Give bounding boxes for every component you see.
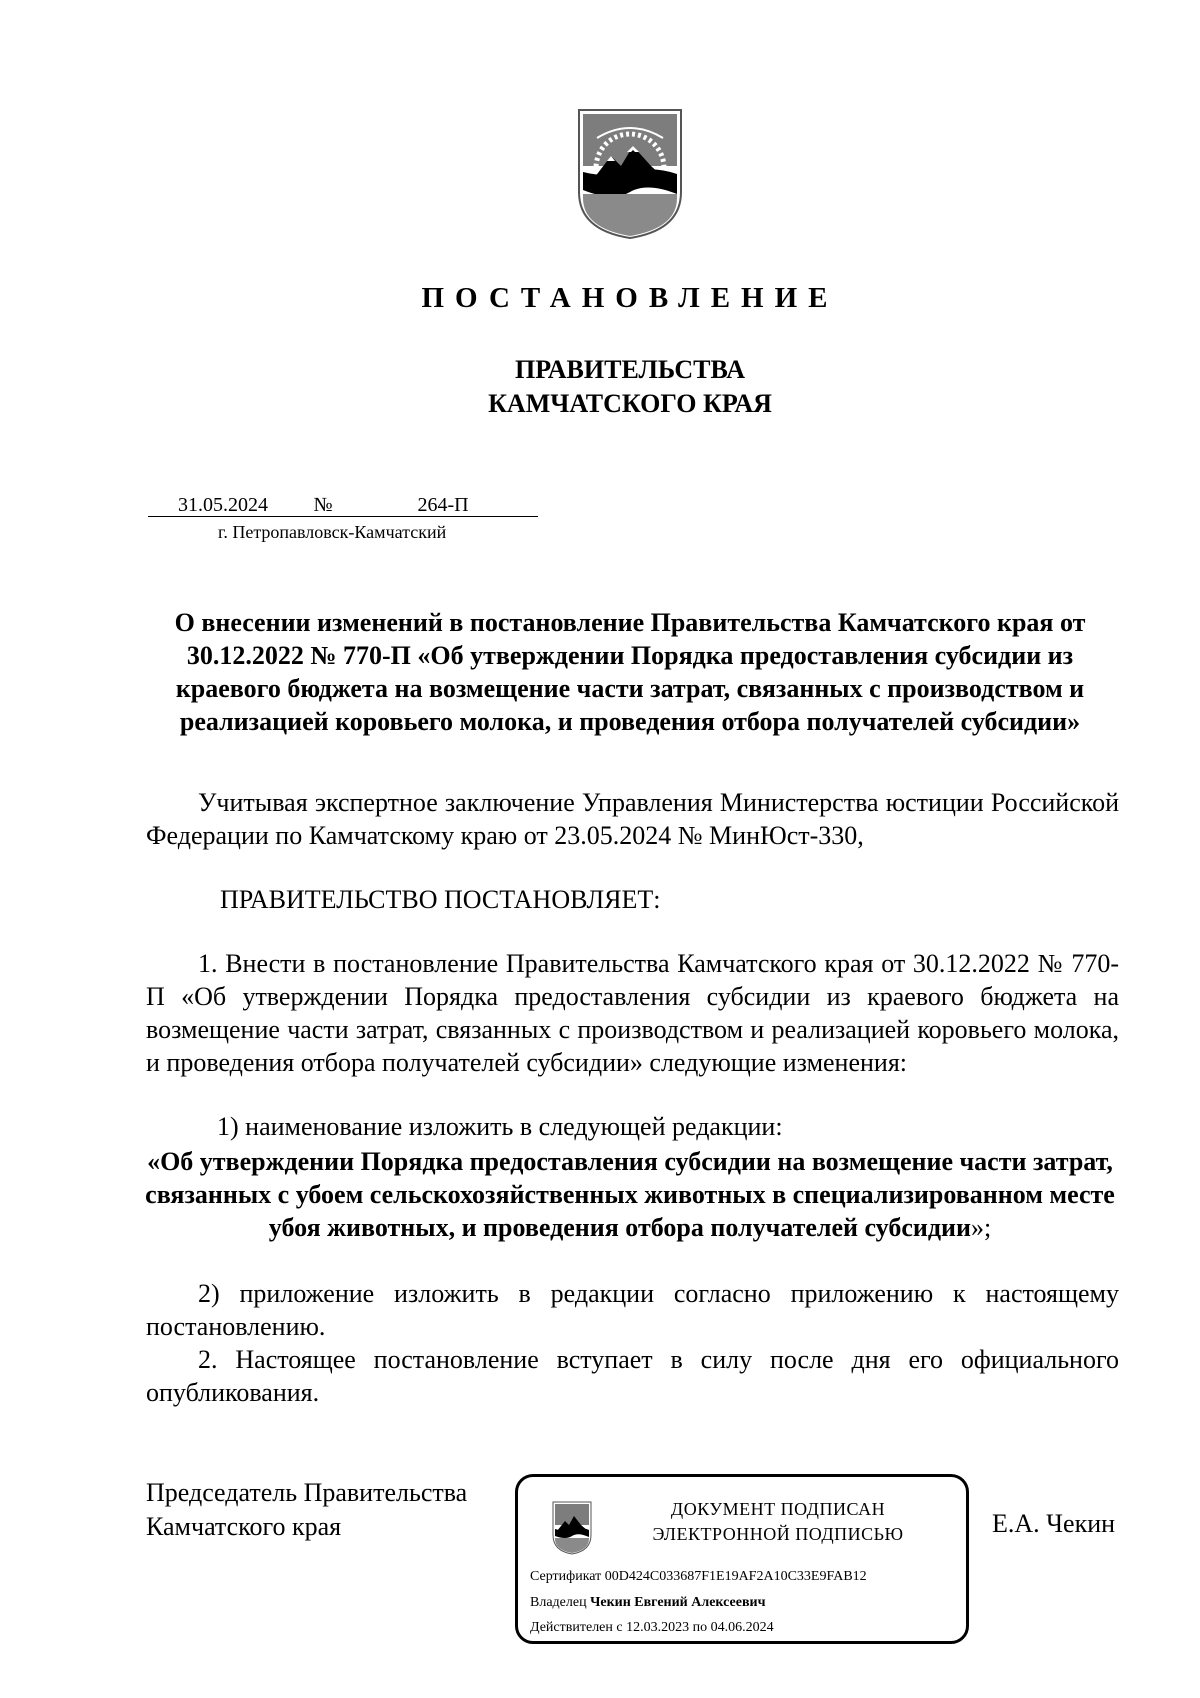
- number-sign: №: [298, 494, 348, 517]
- position-line-2: Камчатского края: [146, 1512, 342, 1541]
- item-1: 1. Внести в постановление Правительства Камчатского края от 30.12.2022 № 770-П «Об утверждении Порядка предоставления субсидии из краевого бюджета на возмещение части затрат, связанных с производством и реализацией коровьего молока, и проведения отбора получателей субсидии» следующие изменения:: [146, 949, 1119, 1077]
- preamble: Учитывая экспертное заключение Управления Министерства юстиции Российской Федерации по Камчатскому краю от 23.05.2024 № МинЮст-330,: [146, 788, 1119, 850]
- stamp-owner: [530, 1595, 765, 1611]
- item-1-2: 2) приложение изложить в редакции согласно приложению к настоящему постановлению.: [146, 1279, 1119, 1341]
- stamp-certificate: [530, 1569, 867, 1585]
- valid-to-label: по: [692, 1620, 708, 1635]
- position-line-1: Председатель Правительства: [146, 1478, 468, 1507]
- signatory-name: Е.А. Чекин: [992, 1509, 1116, 1538]
- coat-of-arms-emblem: [577, 108, 683, 240]
- valid-from: 12.03.2023: [626, 1620, 690, 1635]
- document-date: 31.05.2024: [148, 494, 298, 517]
- registration-line: [148, 494, 538, 517]
- signatory-position: [146, 1476, 467, 1544]
- valid-from-label: с: [616, 1620, 623, 1635]
- stamp-heading-2: ЭЛЕКТРОННОЙ ПОДПИСЬЮ: [652, 1524, 904, 1544]
- stamp-heading-1: ДОКУМЕНТ ПОДПИСАН: [670, 1499, 886, 1519]
- electronic-signature-stamp: [515, 1474, 969, 1644]
- new-name-tail: »;: [970, 1213, 992, 1242]
- document-type: ПОСТАНОВЛЕНИЕ: [421, 282, 839, 314]
- stamp-emblem-icon: [552, 1501, 592, 1555]
- issuer-line-2: КАМЧАТСКОГО КРАЯ: [488, 389, 772, 418]
- item-2: 2. Настоящее постановление вступает в силу после дня его официального опубликования.: [146, 1345, 1119, 1407]
- owner-value: Чекин Евгений Алексеевич: [590, 1595, 766, 1610]
- valid-to: 04.06.2024: [710, 1620, 774, 1635]
- issuer-line-1: ПРАВИТЕЛЬСТВА: [515, 355, 745, 384]
- decree-statement: ПРАВИТЕЛЬСТВО ПОСТАНОВЛЯЕТ:: [220, 885, 661, 914]
- certificate-label: Сертификат: [530, 1569, 602, 1584]
- document-title: О внесении изменений в постановление Правительства Камчатского края от 30.12.2022 № 770-П «Об утверждении Порядка предоставления субсидии из краевого бюджета на возмещение части затрат, связанных с производством и реализацией коровьего молока, и проведения отбора получателей субсидии»: [174, 608, 1086, 736]
- document-number: 264-П: [348, 494, 538, 517]
- item-1-1: 1) наименование изложить в следующей редакции:: [217, 1112, 783, 1141]
- owner-label: Владелец: [530, 1595, 587, 1610]
- certificate-value: 00D424C033687F1E19AF2A10C33E9FAB12: [604, 1569, 867, 1584]
- stamp-validity: [530, 1620, 774, 1636]
- valid-label: Действителен: [530, 1620, 613, 1635]
- new-name-text: «Об утверждении Порядка предоставления субсидии на возмещение части затрат, связанных с убоем сельскохозяйственных животных в специализированном месте убоя животных, и проведения отбора получателей субсидии: [145, 1147, 1115, 1242]
- new-name-quote: [140, 1145, 1120, 1244]
- city: г. Петропавловск-Камчатский: [218, 522, 447, 542]
